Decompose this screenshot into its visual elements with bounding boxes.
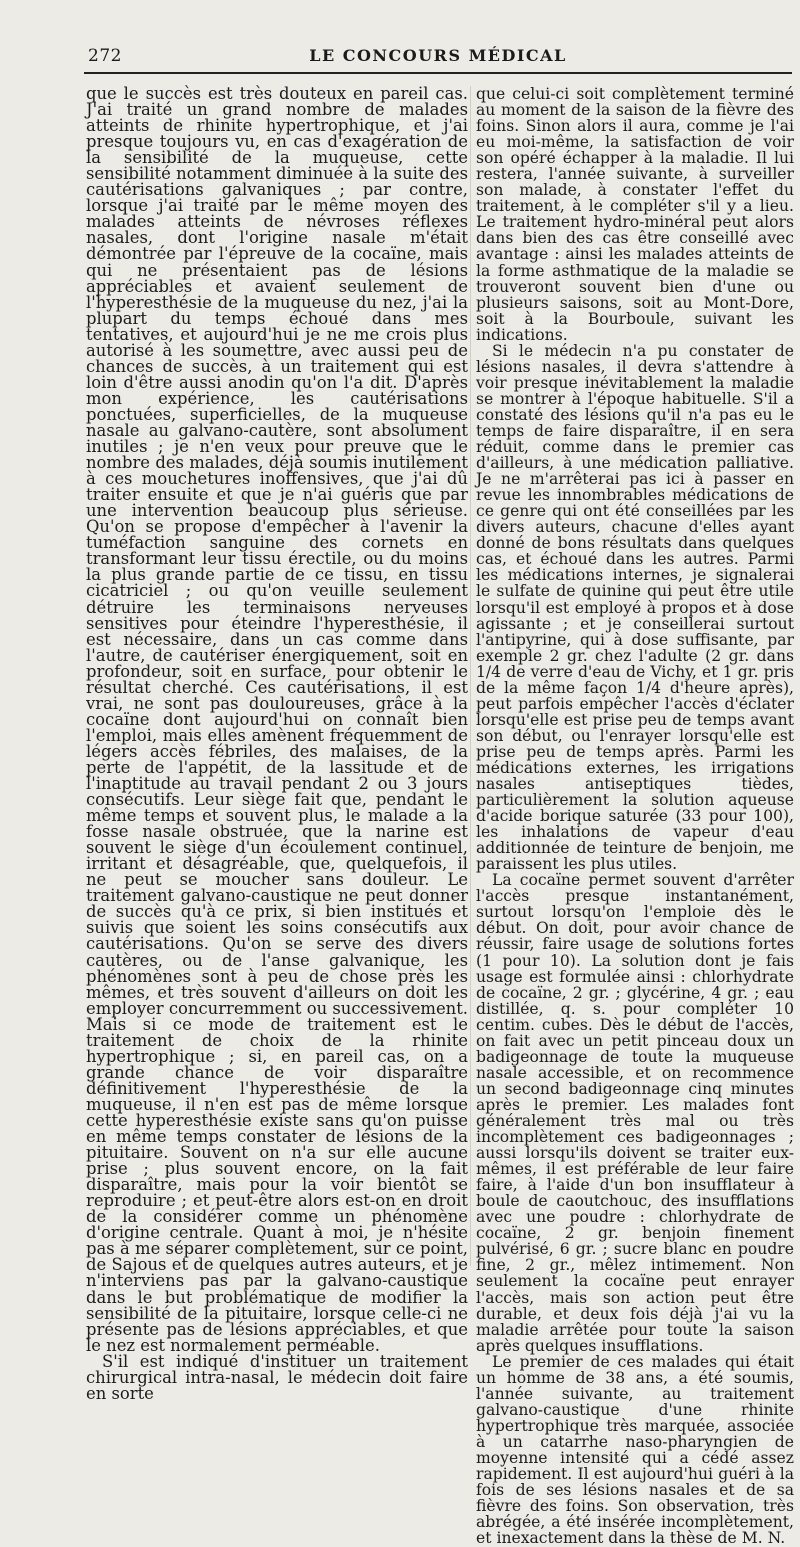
page-header <box>84 40 792 70</box>
header-rule <box>84 72 792 74</box>
right-paragraph-1: que celui-ci soit complètement terminé au moment de la saison de la fièvre des foins. Sinon alors il aura, comme je l'ai eu moi-même, la satisfaction de voir son opéré échapper à la maladie. Il lui restera, l'année suivante, à surveiller son malade, à constater l'effet du traitement, à le compléter s'il y a lieu. Le traitement hydro-minéral peut alors dans bien des cas être conseillé avec avantage : ainsi les malades atteints de la forme asthmatique de la maladie se trouveront souvent bien d'une ou plusieurs saisons, soit au Mont-Dore, soit à la Bourboule, suivant les indications. <box>476 85 794 344</box>
left-paragraph-2: S'il est indiqué d'instituer un traitement chirurgical intra-nasal, le médecin doit faire en sorte <box>86 1351 468 1403</box>
journal-title: LE CONCOURS MÉDICAL <box>309 46 567 65</box>
right-paragraph-2: Si le médecin n'a pu constater de lésions nasales, il devra s'attendre à voir presque inévitablement la maladie se montrer à l'époque habituelle. S'il a constaté des lésions qu'il n'a pas eu le temps de faire disparaître, il en sera réduit, comme dans le premier cas d'ailleurs, à une médication palliative. Je ne m'arrêterai pas ici à passer en revue les innombrables médications de ce genre qui ont été conseillées par les divers auteurs, chacune d'elles ayant donné de bons résultats dans quelques cas, et échoué dans les autres. Parmi les médications internes, je signalerai le sulfate de quinine qui peut être utile lorsqu'il est employé à propos et à dose agissante ; et je conseillerai surtout l'antipyrine, qui à dose suffisante, par exemple 2 gr. chez l'adulte (2 gr. dans 1/4 de verre d'eau de Vichy, et 1 gr. pris de la même façon 1/4 d'heure après), peut parfois empêcher l'accès d'éclater lorsqu'elle est prise peu de temps avant son début, ou l'enrayer lorsqu'elle est prise peu de temps après. Parmi les médications externes, les irrigations nasales antiseptiques tièdes, particulièrement la solution aqueuse d'acide borique saturée (33 pour 100), les inhalations de vapeur d'eau additionnée de teinture de benjoin, me paraissent les plus utiles. <box>476 341 794 874</box>
right-column <box>476 85 794 1547</box>
right-paragraph-4: Le premier de ces malades qui était un homme de 38 ans, a été soumis, l'année suivante, au traitement galvano-caustique d'une rhinite hypertrophique très marquée, associée à un catarrhe naso-pharyngien de moyenne intensité qui a cédé assez rapidement. Il est aujourd'hui guéri à la fois de ses lésions nasales et de sa fièvre des foins. Son observation, très abrégée, a été insérée incomplètement, et inexactement dans la thèse de M. N. <box>476 1352 794 1547</box>
page-number: 272 <box>88 46 122 66</box>
right-paragraph-3: La cocaïne permet souvent d'arrêter l'accès presque instantanément, surtout lorsqu'on l'emploie dès le début. On doit, pour avoir chance de réussir, faire usage de solutions fortes (1 pour 10). La solution dont je fais usage est formulée ainsi : chlorhydrate de cocaïne, 2 gr. ; glycérine, 4 gr. ; eau distillée, q. s. pour compléter 10 centim. cubes. Dès le début de l'accès, on fait avec un petit pinceau doux un badigeonnage de toute la muqueuse nasale accessible, et on recommence un second badigeonnage cinq minutes après le premier. Les malades font généralement très mal ou très incomplètement ces badigeonnages ; aussi lorsqu'ils doivent se traiter eux-mêmes, il est préférable de leur faire faire, à l'aide d'un bon insufflateur à boule de caoutchouc, des insufflations avec une poudre : chlorhydrate de cocaïne, 2 gr. benjoin finement pulvérisé, 6 gr. ; sucre blanc en poudre fine, 2 gr., mêlez intimement. Non seulement la cocaïne peut enrayer l'accès, mais son action peut être durable, et deux fois déjà j'ai vu la maladie arrêtée pour toute la saison après quelques insufflations. <box>476 871 794 1355</box>
column-gutter <box>470 86 471 1266</box>
left-column <box>86 84 468 1403</box>
left-paragraph-1: que le succès est très douteux en pareil cas. J'ai traité un grand nombre de malades atteints de rhinite hypertrophique, et j'ai presque toujours vu, en cas d'exagération de la sensibilité de la muqueuse, cette sensibilité notamment diminuée à la suite des cautérisations galvaniques ; par contre, lorsque j'ai traité par le même moyen des malades atteints de névroses réflexes nasales, dont l'origine nasale m'était démontrée par l'épreuve de la cocaïne, mais qui ne présentaient pas de lésions appréciables et avaient seulement de l'hyperesthésie de la muqueuse du nez, j'ai la plupart du temps échoué dans mes tentatives, et aujourd'hui je ne me crois plus autorisé à les soumettre, avec aussi peu de chances de succès, à un traitement qui est loin d'être aussi anodin qu'on l'a dit. D'après mon expérience, les cautérisations ponctuées, superficielles, de la muqueuse nasale au galvano-cautère, sont absolument inutiles ; je n'en veux pour preuve que le nombre des malades, déjà soumis inutilement à ces mouchetures inoffensives, que j'ai dû traiter ensuite et que je n'ai guéris que par une intervention beaucoup plus sérieuse. Qu'on se propose d'empêcher à l'avenir la tuméfaction sanguine des cornets en transformant leur tissu érectile, ou du moins la plus grande partie de ce tissu, en tissu cicatriciel ; ou qu'on veuille seulement détruire les terminaisons nerveuses sensitives pour éteindre l'hyperesthésie, il est nécessaire, dans un cas comme dans l'autre, de cautériser énergiquement, soit en profondeur, soit en surface, pour obtenir le résultat cherché. Ces cautérisations, il est vrai, ne sont pas douloureuses, grâce à la cocaïne dont aujourd'hui on connaît bien l'emploi, mais elles amènent fréquemment de légers accès fébriles, des malaises, de la perte de l'appétit, de la lassitude et de l'inaptitude au travail pendant 2 ou 3 jours consécutifs. Leur siège fait que, pendant le même temps et souvent plus, le malade a la fosse nasale obstruée, que la narine est souvent le siège d'un écoulement continuel, irritant et désagréable, que, quelquefois, il ne peut se moucher sans douleur. Le traitement galvano-caustique ne peut donner de succès qu'à ce prix, si bien institués et suivis que soient les soins consécutifs aux cautérisations. Qu'on se serve des divers cautères, ou de l'anse galvanique, les phénomènes sont à peu de chose près les mêmes, et très souvent d'ailleurs on doit les employer concurremment ou successivement. Mais si ce mode de traitement est le traitement de choix de la rhinite hypertrophique ; si, en pareil cas, on a grande chance de voir disparaître définitivement l'hyperesthésie de la muqueuse, il n'en est pas de même lorsque cette hyperesthésie existe sans qu'on puisse en même temps constater de lésions de la pituitaire. Souvent on n'a sur elle aucune prise ; plus souvent encore, on la fait disparaître, mais pour la voir bientôt se reproduire ; et peut-être alors est-on en droit de la considérer comme un phénomène d'origine centrale. Quant à moi, je n'hésite pas à me séparer complètement, sur ce point, de Sajous et de quelques autres auteurs, et je n'interviens pas par la galvano-caustique dans le but problématique de modifier la sensibilité de la pituitaire, lorsque celle-ci ne présente pas de lésions appréciables, et que le nez est normalement perméable. <box>86 84 468 1355</box>
